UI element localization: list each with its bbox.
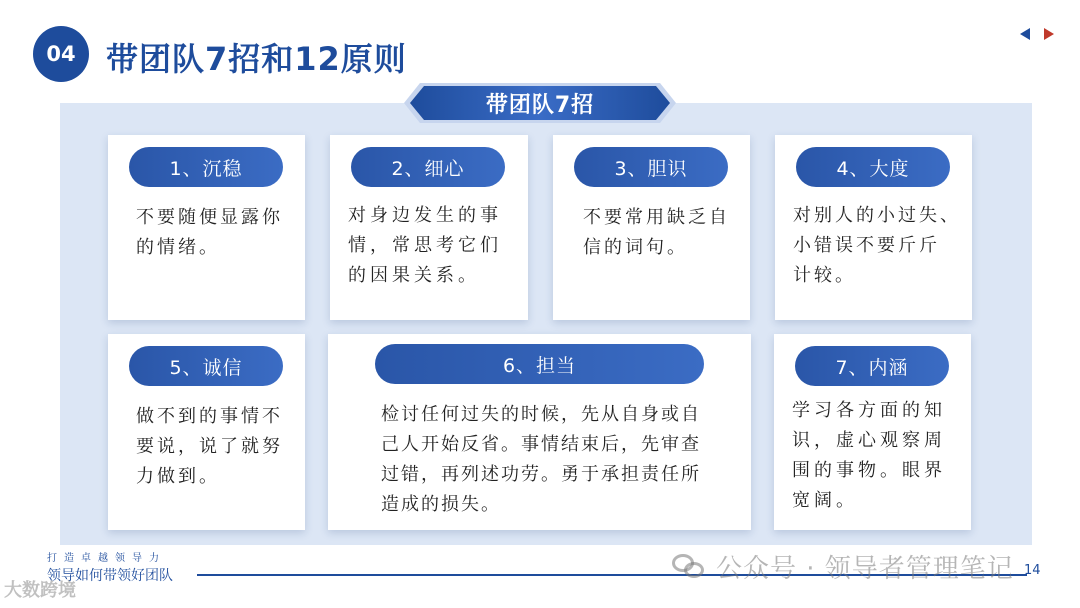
card-1 [108, 135, 305, 320]
logo-watermark: 大数跨境 [4, 580, 76, 601]
card-3 [553, 135, 750, 320]
card-3-title: 3、胆识 [574, 147, 728, 187]
page-title: 带团队7招和12原则 [106, 40, 407, 78]
card-2-text: 对身边发生的事 情，常思考它们 的因果关系。 [348, 205, 502, 286]
prev-arrow-icon[interactable] [1020, 28, 1030, 40]
page-number: 14 [1024, 563, 1041, 578]
nav-arrows [1020, 28, 1060, 42]
card-2 [330, 135, 528, 320]
card-5-text: 做不到的事情不 要说，说了就努 力做到。 [136, 406, 283, 487]
card-7-title: 7、内涵 [795, 346, 949, 386]
card-4-text: 对别人的小过失、 小错误不要斤斤 计较。 [793, 205, 961, 286]
card-1-text: 不要随便显露你 的情绪。 [136, 207, 283, 258]
section-number-badge: 04 [33, 26, 89, 82]
card-6-text: 检讨任何过失的时候，先从自身或自 己人开始反省。事情结束后，先审查 过错，再列述功劳。勇于承担责任所 造成的损失。 [381, 404, 701, 515]
card-7 [774, 334, 971, 530]
card-5 [108, 334, 305, 530]
card-5-title: 5、诚信 [129, 346, 283, 386]
card-2-title: 2、细心 [351, 147, 505, 187]
card-3-text: 不要常用缺乏自 信的词句。 [583, 207, 730, 258]
card-6-title: 6、担当 [375, 344, 704, 384]
watermark [672, 548, 1014, 585]
card-4 [775, 135, 972, 320]
card-6 [328, 334, 751, 530]
watermark-text: 公众号 · 领导者管理笔记 [716, 554, 1014, 584]
section-banner [404, 83, 676, 123]
card-1-title: 1、沉稳 [129, 147, 283, 187]
card-7-text: 学习各方面的知 识，虚心观察周 围的事物。眼界 宽阔。 [792, 400, 946, 511]
card-4-title: 4、大度 [796, 147, 950, 187]
footer-tagline: 打造卓越领导力 [47, 553, 166, 564]
wechat-icon [672, 554, 708, 580]
footer-course-title: 领导如何带领好团队 [47, 568, 173, 584]
next-arrow-icon[interactable] [1044, 28, 1054, 40]
banner-label: 带团队7招 [485, 92, 595, 118]
